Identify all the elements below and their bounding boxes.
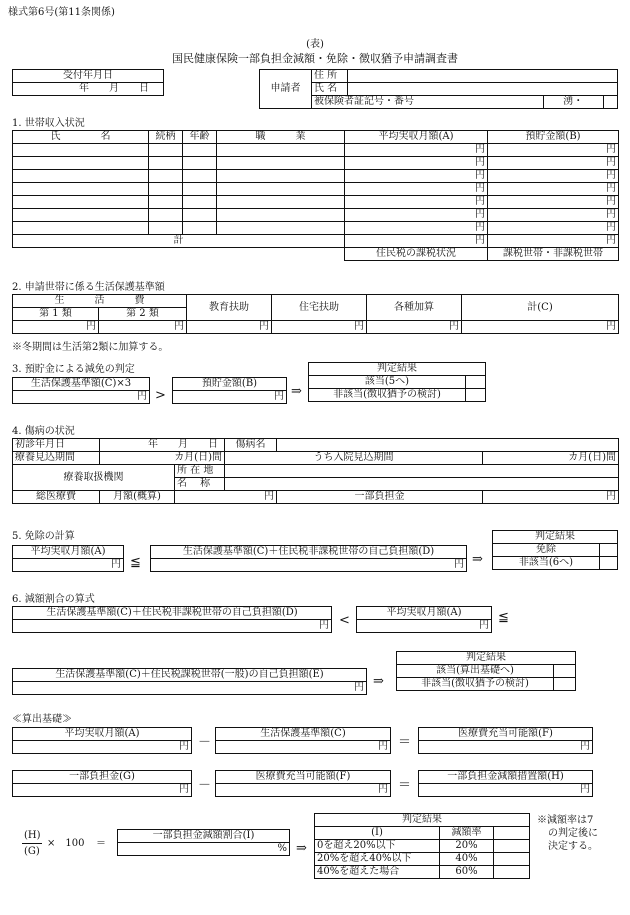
equals: ＝ <box>96 838 106 849</box>
fraction-denominator: (G) <box>24 846 40 857</box>
applicant-label: 申請者 <box>260 70 312 109</box>
rate-note-1: ※減額率は7 <box>537 815 594 826</box>
address-label: 住 所 <box>312 70 348 83</box>
less-than: < <box>339 613 350 628</box>
col-occupation: 職 業 <box>217 131 345 144</box>
arrow: ⇒ <box>373 674 384 689</box>
s6-result-box: 判定結果 該当(算出基礎へ) 非該当(徴収猶予の検討) <box>396 651 576 691</box>
s5-a-box: 平均実収月額(A) 円 <box>12 545 124 572</box>
table-row: 円 円 <box>13 144 619 157</box>
s3-result-box: 判定結果 該当(5へ) 非該当(徴収猶予の検討) <box>308 362 486 402</box>
s6-a-box: 平均実収月額(A) 円 <box>356 606 492 633</box>
base-i-box: 一部負担金減額割合(I) % <box>117 829 290 856</box>
seikatsu-label: 生 活 費 <box>13 295 187 308</box>
table-label: (表) <box>306 39 324 50</box>
fraction-numerator: (H) <box>24 830 41 841</box>
col-age: 年齢 <box>183 131 217 144</box>
reception-label: 受付年月日 <box>13 70 164 83</box>
page-title: 国民健康保険一部負担金減額・免除・徴収猶予申請調査書 <box>172 52 458 65</box>
base-f2-box: 医療費充当可能額(F) 円 <box>215 770 391 797</box>
s3-left-box: 生活保護基準額(C)×3 円 <box>12 377 150 404</box>
less-equal: ≦ <box>130 555 141 570</box>
base-result-box: 判定結果 (I) 減額率 0を超え20%以下 20% 20%を超え40%以下 40% 40%を超えた場合 60% <box>314 813 530 879</box>
form-number: 様式第6号(第11条関係) <box>8 7 115 18</box>
greater-than: > <box>155 388 166 403</box>
base-f-box: 医療費充当可能額(F) 円 <box>418 727 593 754</box>
kei-c-label: 計(C) <box>462 295 619 321</box>
section6-heading: 6. 減額割合の算式 <box>12 594 95 605</box>
minus: － <box>198 778 212 793</box>
section5-heading: 5. 免除の計算 <box>12 531 75 542</box>
base-c-box: 生活保護基準額(C) 円 <box>215 727 391 754</box>
equals: ＝ <box>398 735 412 750</box>
base-heading: ≪算出基礎≫ <box>12 714 72 725</box>
rate-note-2: の判定後に <box>548 828 598 839</box>
applicant-box <box>259 69 618 109</box>
s3-right-box: 預貯金額(B) 円 <box>172 377 287 404</box>
col-savings: 預貯金額(B) <box>488 131 619 144</box>
tax-status-label: 住民税の課税状況 <box>345 248 488 261</box>
kakushu-label: 各種加算 <box>367 295 462 321</box>
base-a-box: 平均実収月額(A) 円 <box>12 727 192 754</box>
insured-label: 被保険者証記号・番号 <box>312 96 544 109</box>
winter-note: ※冬期間は生活第2類に加算する。 <box>12 342 169 353</box>
section1-heading: 1. 世帯収入状況 <box>12 118 85 129</box>
insured-value: 湧・ <box>543 96 603 109</box>
s5-result-box: 判定結果 免除 非該当(6へ) <box>492 530 618 570</box>
arrow: ⇒ <box>296 841 307 856</box>
jutaku-label: 住宅扶助 <box>272 295 367 321</box>
equals: ＝ <box>398 778 412 793</box>
table-row: 円 円 <box>13 196 619 209</box>
table-row: 円 円 <box>13 170 619 183</box>
illness-table: 初診年月日 年 月 日 傷病名 療養見込期間 カ月(日)間 うち入院見込期間 カ月(日)間 療養取扱機関 所 在 地 名 称 総医療費 月額(概算) 円 一部負担金 円 <box>12 438 619 504</box>
arrow: ⇒ <box>472 552 483 567</box>
dai2-label: 第 2 類 <box>99 308 187 321</box>
total-label: 計 <box>13 235 345 248</box>
table-row: 円 円 <box>13 183 619 196</box>
reception-date: 年 月 日 <box>13 83 164 96</box>
table-row: 円 円 <box>13 209 619 222</box>
times-100: × 100 <box>47 838 85 849</box>
kyouiku-label: 教育扶助 <box>187 295 272 321</box>
arrow: ⇒ <box>291 384 302 399</box>
tax-status-value[interactable]: 課税世帯・非課税世帯 <box>488 248 619 261</box>
minus: － <box>198 735 212 750</box>
base-g-box: 一部負担金(G) 円 <box>12 770 192 797</box>
household-income-table <box>12 130 619 261</box>
fraction-line <box>22 843 42 844</box>
section2-heading: 2. 申請世帯に係る生活保護基準額 <box>12 282 165 293</box>
name-label: 氏 名 <box>312 83 348 96</box>
base-h-box: 一部負担金減額措置額(H) 円 <box>418 770 593 797</box>
less-equal: ≦ <box>498 610 509 625</box>
reception-date-box <box>12 69 164 96</box>
section3-heading: 3. 預貯金による減免の判定 <box>12 364 135 375</box>
total-row: 計 円 円 <box>13 235 619 248</box>
s6-e-box: 生活保護基準額(C)＋住民税課税世帯(一般)の自己負担額(E) 円 <box>12 668 367 695</box>
col-name: 氏 名 <box>13 131 149 144</box>
welfare-standard-table: 生 活 費 教育扶助 住宅扶助 各種加算 計(C) 第 1 類 第 2 類 円 円 円 円 円 円 <box>12 294 619 334</box>
name-value[interactable] <box>348 83 618 96</box>
rate-note-3: 決定する。 <box>548 841 598 852</box>
dai1-label: 第 1 類 <box>13 308 99 321</box>
s5-d-box: 生活保護基準額(C)＋住民税非課税世帯の自己負担額(D) 円 <box>150 545 467 572</box>
col-relation: 続柄 <box>149 131 183 144</box>
address-value[interactable] <box>348 70 618 83</box>
table-row: 円 円 <box>13 157 619 170</box>
col-income: 平均実収月額(A) <box>345 131 488 144</box>
insured-number[interactable] <box>603 96 617 109</box>
table-row: 円 円 <box>13 222 619 235</box>
s6-d-box: 生活保護基準額(C)＋住民税非課税世帯の自己負担額(D) 円 <box>12 606 332 633</box>
section4-heading: 4. 傷病の状況 <box>12 426 75 437</box>
